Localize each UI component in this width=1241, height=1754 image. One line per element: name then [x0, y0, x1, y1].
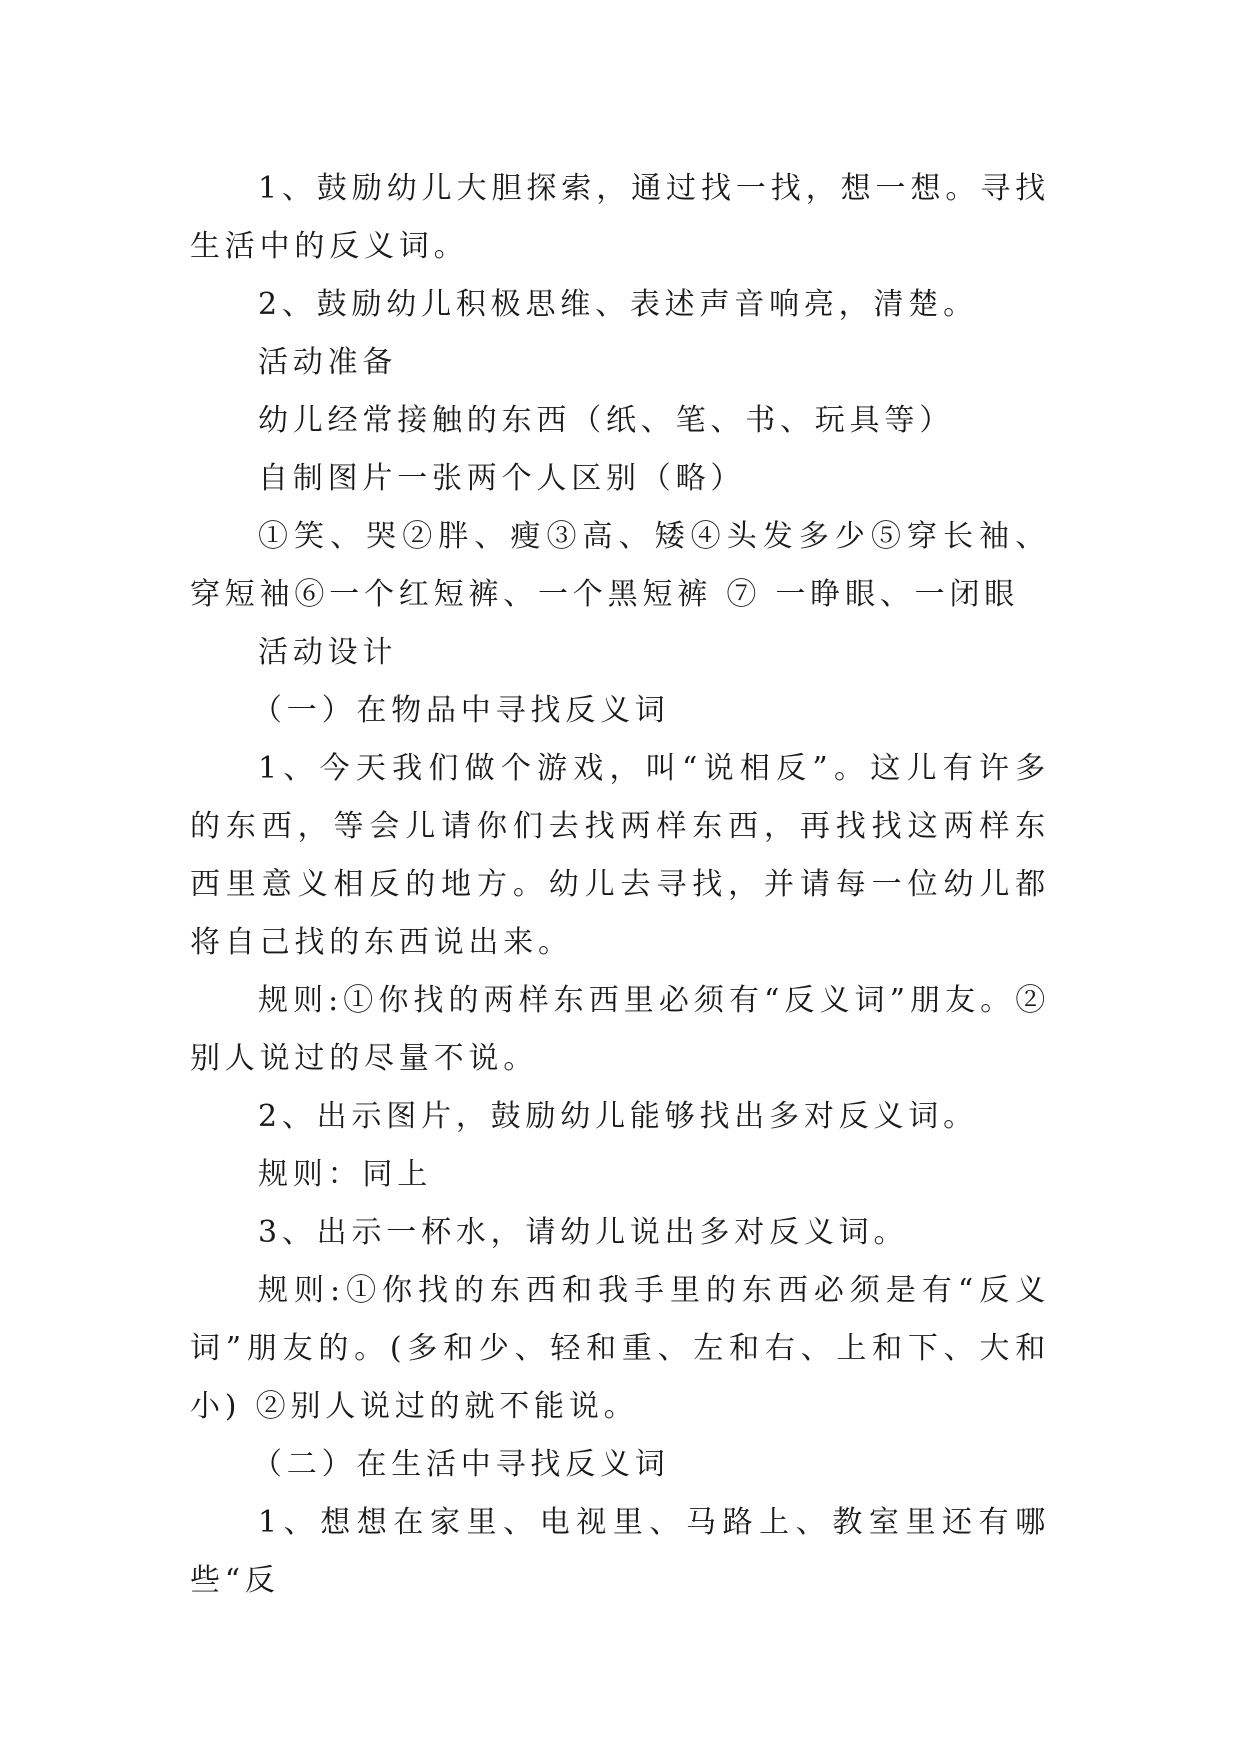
document-body: [190, 160, 1050, 1610]
heading-section-1: （一）在物品中寻找反义词: [252, 693, 670, 728]
paragraph-materials: 幼儿经常接触的东西（纸、笔、书、玩具等）: [258, 403, 954, 438]
paragraph-show-picture: 2、出示图片，鼓励幼儿能够找出多对反义词。: [258, 1099, 978, 1134]
heading-section-2: （二）在生活中寻找反义词: [252, 1447, 670, 1482]
heading-activity-preparation: 活动准备: [258, 345, 398, 380]
paragraph-goal-2: 2、鼓励幼儿积极思维、表述声音响亮，清楚。: [258, 287, 978, 322]
paragraph-show-water: 3、出示一杯水，请幼儿说出多对反义词。: [258, 1215, 909, 1250]
paragraph-goal-1: 1、鼓励幼儿大胆探索，通过找一找，想一想。寻找生活中的反义词。: [190, 171, 1050, 264]
heading-activity-design: 活动设计: [258, 635, 398, 670]
paragraph-think: 1、想想在家里、电视里、马路上、教室里还有哪些“反: [190, 1505, 1050, 1598]
paragraph-game-intro: 1、今天我们做个游戏，叫“说相反”。这儿有许多的东西，等会儿请你们去找两样东西，再找找这两样东西里意义相反的地方。幼儿去寻找，并请每一位幼儿都将自己找的东西说出来。: [190, 751, 1050, 960]
paragraph-picture: 自制图片一张两个人区别（略）: [258, 461, 746, 496]
paragraph-rule-2: 规则：同上: [258, 1157, 432, 1192]
paragraph-rule-1: 规则:①你找的两样东西里必须有“反义词”朋友。②别人说过的尽量不说。: [190, 983, 1050, 1076]
paragraph-rule-3: 规则:①你找的东西和我手里的东西必须是有“反义词”朋友的。(多和少、轻和重、左和右、上和下、大和小) ②别人说过的就不能说。: [190, 1273, 1050, 1424]
paragraph-picture-differences: ①笑、哭②胖、瘦③高、矮④头发多少⑤穿长袖、穿短袖⑥一个红短裤、一个黑短裤 ⑦ 一睁眼、一闭眼: [190, 519, 1050, 612]
